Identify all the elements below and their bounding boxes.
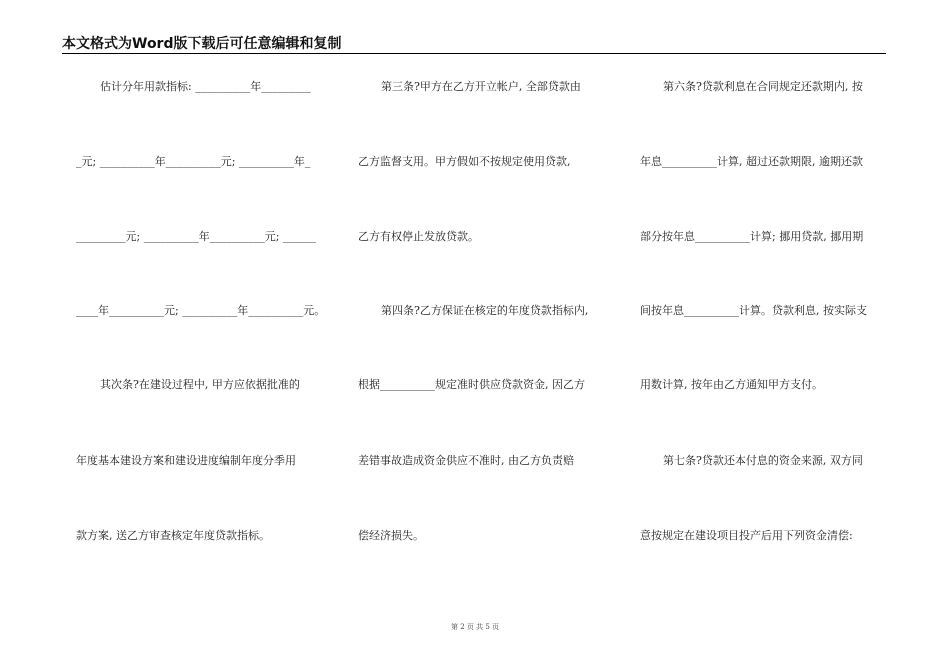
column-1-line-5: 其次条?在建设过程中, 甲方应依据批准的 xyxy=(100,378,300,391)
column-1-line-4: ____年__________元; __________年__________元。 xyxy=(76,304,326,317)
column-1-line-2: _元; __________年__________元; __________年_ xyxy=(76,155,311,168)
header-divider xyxy=(62,53,886,54)
column-3-line-1: 第六条?贷款利息在合同规定还款期内, 按 xyxy=(663,80,863,93)
column-1-line-1: 估计分年用款指标: __________年_________ xyxy=(100,80,311,93)
column-3-line-5: 用数计算, 按年由乙方通知甲方支付。 xyxy=(640,378,823,391)
column-2-line-2: 乙方监督支用。甲方假如不按规定使用贷款, xyxy=(358,155,571,168)
column-3-line-6: 第七条?贷款还本付息的资金来源, 双方同 xyxy=(663,454,863,467)
column-1-line-3: _________元; __________年__________元; ______ xyxy=(76,230,316,243)
column-1-line-7: 款方案, 送乙方审查核定年度贷款指标。 xyxy=(76,529,270,542)
column-1-line-6: 年度基本建设方案和建设进度编制年度分季用 xyxy=(76,454,296,467)
column-3-line-4: 间按年息__________计算。贷款利息, 按实际支 xyxy=(640,304,867,317)
page-number-footer: 第 2 页 共 5 页 xyxy=(450,623,500,631)
page-header-title: 本文格式为Word版下载后可任意编辑和复制 xyxy=(62,36,342,52)
column-3-line-7: 意按规定在建设项目投产后用下列资金清偿: xyxy=(640,529,853,542)
column-2-line-3: 乙方有权停止发放贷款。 xyxy=(358,230,479,243)
column-2-line-6: 差错事故造成资金供应不准时, 由乙方负责赔 xyxy=(358,454,574,467)
column-2-line-4: 第四条?乙方保证在核定的年度贷款指标内, xyxy=(381,304,589,317)
column-3-line-3: 部分按年息__________计算; 挪用贷款, 挪用期 xyxy=(640,230,864,243)
column-2-line-1: 第三条?甲方在乙方开立帐户, 全部贷款由 xyxy=(381,80,581,93)
column-2-line-5: 根据__________规定准时供应贷款资金, 因乙方 xyxy=(358,378,585,391)
column-2-line-7: 偿经济损失。 xyxy=(358,529,424,542)
column-3-line-2: 年息__________计算, 超过还款期限, 逾期还款 xyxy=(640,155,863,168)
